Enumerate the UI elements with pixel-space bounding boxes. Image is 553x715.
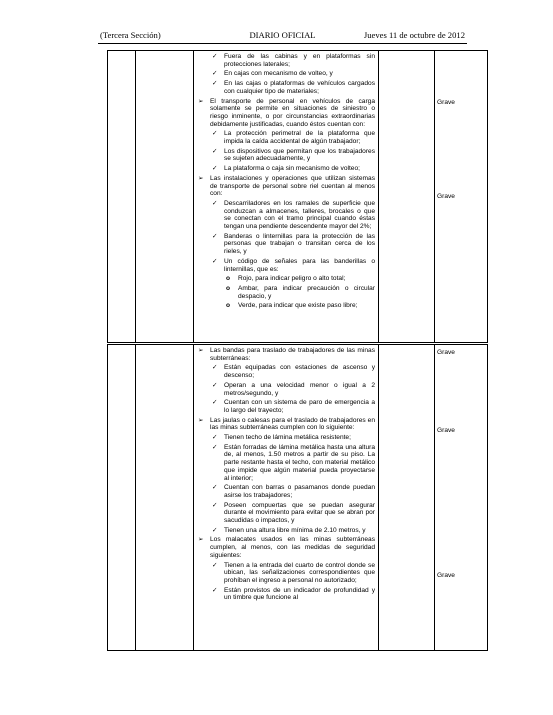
list-item: ✓ En cajas con mecanismo de volteo, y [212, 70, 333, 78]
table-cell-empty [379, 51, 435, 343]
severity-label: Grave [437, 572, 455, 580]
check-icon: ✓ [212, 399, 218, 407]
table-cell-empty [108, 51, 136, 343]
check-icon: ✓ [212, 381, 218, 389]
arrow-icon: ➢ [198, 536, 204, 544]
table-cell-empty [136, 51, 194, 343]
severity-label: Grave [437, 349, 455, 356]
check-icon: ✓ [212, 257, 218, 265]
list-item: ✓ La plataforma o caja sin mecanismo de volteo; [212, 165, 360, 173]
list-item: ✓ Fuera de las cabinas y en plataformas sin protecciones laterales; [212, 53, 375, 68]
list-item: ➢ El transporte de personal en vehículos de carga solamente se permite en situaciones de siniestro o riesgo inminente, o por circunstancias extraordinarias debidamente justificadas, cuando éstos cuentan con: [198, 97, 375, 128]
arrow-icon: ➢ [198, 97, 204, 105]
list-item: o Verde, para indicar que existe paso libre; [226, 302, 358, 310]
arrow-icon: ➢ [198, 416, 204, 424]
check-icon: ✓ [212, 443, 218, 451]
list-item: ✓ En las cajas o plataformas de vehículos cargados con cualquier tipo de materiales; [212, 80, 375, 95]
arrow-icon: ➢ [198, 347, 204, 354]
list-item: ✓ Tienen techo de lámina metálica resistente; [212, 434, 351, 442]
list-item: ✓ Tienen a la entrada del cuarto de control donde se ubican, las señalizaciones correspondientes que prohíban el ingreso a personal no autorizado; [212, 561, 375, 584]
severity-label: Grave [437, 426, 455, 434]
check-icon: ✓ [212, 586, 218, 594]
header-rule [98, 43, 467, 44]
list-item: ✓ Cuentan con barras o pasamanos donde puedan asirse los trabajadores; [212, 484, 375, 499]
list-item: ✓ Están forradas de lámina metálica hasta una altura de, al menos, 1.50 metros a partir de su piso. La parte restante hasta el techo, con material metálico que impide que algún material pueda proyectarse al interior; [212, 443, 375, 482]
severity-label: Grave [437, 192, 455, 200]
check-icon: ✓ [212, 526, 218, 534]
list-item: ✓ Poseen compuertas que se puedan asegurar durante el movimiento para evitar que se abran por sacudidas o impactos, y [212, 501, 375, 525]
check-icon: ✓ [212, 232, 218, 240]
list-item: ✓ Un código de señales para las banderillas o linternillas, que es: [212, 257, 375, 273]
check-icon: ✓ [212, 53, 218, 60]
severity-cell [435, 345, 488, 651]
table-cell-empty [108, 345, 136, 651]
list-item: ✓ Descarriladores en los ramales de superficie que conduzcan a almacenes, talleres, brocales o que se conectan con el tramo principal cuando éstas tengan una pendiente descendente mayor del 2%; [212, 199, 375, 231]
circle-bullet-icon: o [226, 302, 231, 310]
list-item: ✓ Cuentan con un sistema de paro de emergencia a lo largo del trayecto; [212, 399, 375, 414]
list-item: ➢ Los malacates usados en las minas subterráneas cumplen, al menos, con las medidas de seguridad siguientes: [198, 536, 375, 559]
list-item: ✓ Están provistos de un indicador de profundidad y un timbre que funcione al [212, 586, 375, 602]
list-item: ✓ Operan a una velocidad menor o igual a 2 metros/segundo, y [212, 381, 375, 397]
list-item: o Ambar, para indicar precaución o circular despacio, y [226, 284, 375, 300]
check-icon: ✓ [212, 501, 218, 509]
requirement-cell [194, 51, 379, 343]
requirements-table-1 [107, 50, 488, 343]
table-row [108, 345, 488, 651]
header-date: Jueves 11 de octubre de 2012 [363, 30, 465, 40]
circle-bullet-icon: o [226, 284, 231, 292]
requirement-cell [194, 345, 379, 651]
list-item: ✓ La protección perimetral de la plataforma que impida la caída accidental de algún trabajador; [212, 130, 375, 146]
header-section: (Tercera Sección) [100, 30, 161, 40]
check-icon: ✓ [212, 130, 218, 138]
list-item: o Rojo, para indicar peligro o alto total; [226, 275, 346, 283]
check-icon: ✓ [212, 70, 218, 78]
check-icon: ✓ [212, 364, 218, 372]
check-icon: ✓ [212, 80, 218, 88]
severity-cell [435, 51, 488, 343]
list-item: ➢ Las jaulas o calesas para el traslado de trabajadores en las minas subterráneas cumplen con lo siguiente: [198, 416, 375, 432]
requirements-table-2 [107, 344, 488, 651]
check-icon: ✓ [212, 434, 218, 442]
table-row [108, 51, 488, 343]
list-item: ➢ Las instalaciones y operaciones que utilizan sistemas de transporte de personal sobre riel cuentan al menos con: [198, 174, 375, 198]
check-icon: ✓ [212, 165, 218, 173]
list-item: ✓ Están equipadas con estaciones de ascenso y descenso; [212, 364, 375, 380]
header-publication: DIARIO OFICIAL [249, 30, 316, 40]
severity-label: Grave [437, 99, 455, 106]
check-icon: ✓ [212, 199, 218, 207]
circle-bullet-icon: o [226, 275, 231, 283]
check-icon: ✓ [212, 484, 218, 492]
table-cell-empty [379, 345, 435, 651]
list-item: ✓ Banderas o linternillas para la protección de las personas que trabajan o transitan cerca de los rieles, y [212, 232, 375, 256]
check-icon: ✓ [212, 147, 218, 155]
arrow-icon: ➢ [198, 174, 204, 182]
list-item: ✓ Tienen una altura libre mínima de 2.10 metros, y [212, 526, 366, 534]
list-item: ✓ Los dispositivos que permitan que los trabajadores se sujeten adecuadamente, y [212, 147, 375, 163]
page-header [100, 30, 465, 42]
list-item: ➢ Las bandas para traslado de trabajadores de las minas subterráneas: [198, 347, 375, 362]
table-cell-empty [136, 345, 194, 651]
check-icon: ✓ [212, 561, 218, 569]
